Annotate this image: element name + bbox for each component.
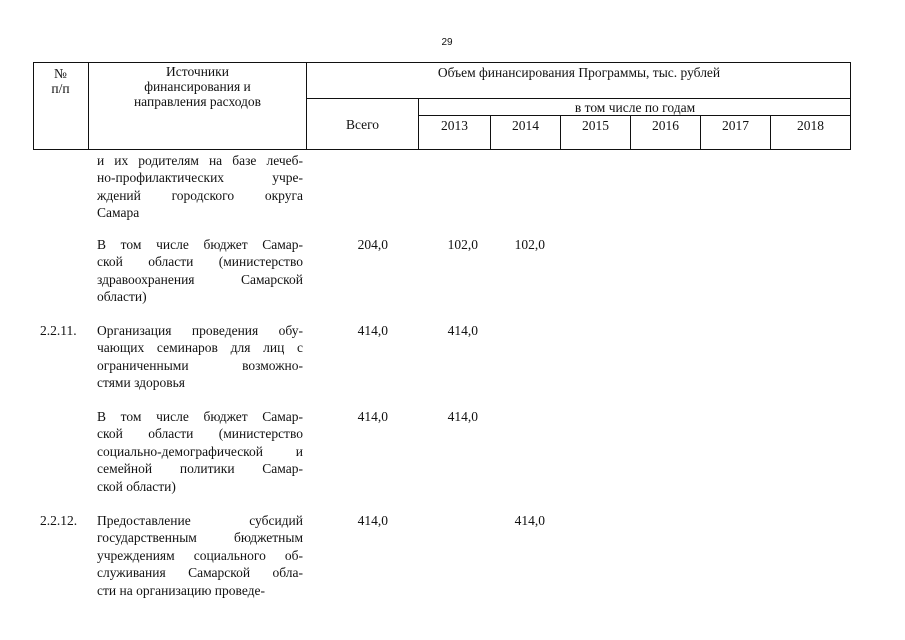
- header-year-2014: 2014: [512, 118, 539, 133]
- description-line: ждений городского округа: [97, 187, 303, 203]
- table-header: [33, 62, 851, 150]
- header-volume: Объем финансирования Программы, тыс. рублей: [437, 65, 721, 80]
- value-total: 414,0: [357, 513, 388, 528]
- value-2013: 102,0: [447, 237, 478, 252]
- description-line: В том числе бюджет Самар-: [97, 237, 303, 252]
- value-2013: 414,0: [447, 323, 478, 338]
- page-number: 29: [441, 37, 453, 48]
- description-line: ограниченными возможно-: [97, 357, 303, 373]
- header-num-cell: [33, 66, 88, 96]
- value-total: 414,0: [357, 409, 388, 424]
- value-total: 414,0: [357, 323, 388, 338]
- description-line: ской области (министерство: [97, 254, 303, 270]
- row-number: 2.2.12.: [40, 513, 78, 528]
- description-line: ской области (министерство: [97, 426, 303, 442]
- description-line: здравоохранения Самарской: [97, 271, 303, 287]
- description-line: области): [97, 289, 147, 305]
- header-year-2016: 2016: [652, 118, 679, 133]
- header-num-line: п/п: [51, 81, 70, 96]
- header-sources-cell: [89, 64, 306, 109]
- header-year-2015: 2015: [582, 118, 609, 133]
- description-line: сти на организацию проведе-: [97, 582, 265, 598]
- header-by-years: в том числе по годам: [574, 100, 696, 115]
- description-line: социально-демографической и: [97, 443, 303, 459]
- description-line: стями здоровья: [97, 375, 186, 391]
- header-divider-years: [418, 115, 851, 116]
- description-line: учреждениям социального об-: [97, 547, 303, 563]
- value-total: 204,0: [357, 237, 388, 252]
- description-line: семейной политики Самар-: [97, 461, 303, 477]
- header-divider-volume: [306, 98, 851, 99]
- header-num-line: №: [54, 66, 67, 81]
- description-line: государственным бюджетным: [97, 530, 303, 546]
- header-sources-line: финансирования и: [144, 79, 251, 94]
- row-description: [97, 152, 303, 222]
- description-line: Организация проведения обу-: [97, 323, 303, 338]
- row-number: 2.2.11.: [40, 323, 77, 338]
- value-2014: 414,0: [514, 513, 545, 528]
- description-line: Предоставление субсидий: [97, 513, 303, 528]
- description-line: и их родителям на базе лечеб-: [97, 153, 303, 168]
- header-sources-line: Источники: [166, 64, 229, 79]
- description-line: чающих семинаров для лиц с: [97, 340, 303, 356]
- description-line: В том числе бюджет Самар-: [97, 409, 303, 424]
- value-2013: 414,0: [447, 409, 478, 424]
- description-line: но-профилактических учре-: [97, 170, 303, 186]
- header-sources-line: направления расходов: [133, 94, 262, 109]
- header-year-2018: 2018: [797, 118, 824, 133]
- description-line: ской области): [97, 478, 176, 494]
- description-line: служивания Самарской обла-: [97, 565, 303, 581]
- row-description: [97, 236, 303, 306]
- description-line: Самара: [97, 205, 140, 221]
- header-year-2013: 2013: [441, 118, 468, 133]
- row-description: [97, 322, 303, 392]
- header-top-border: [33, 62, 851, 63]
- value-2014: 102,0: [514, 237, 545, 252]
- header-year-2017: 2017: [722, 118, 749, 133]
- header-total: Всего: [345, 117, 380, 132]
- row-description: [97, 408, 303, 495]
- header-bottom-border: [33, 149, 851, 150]
- row-description: [97, 512, 303, 599]
